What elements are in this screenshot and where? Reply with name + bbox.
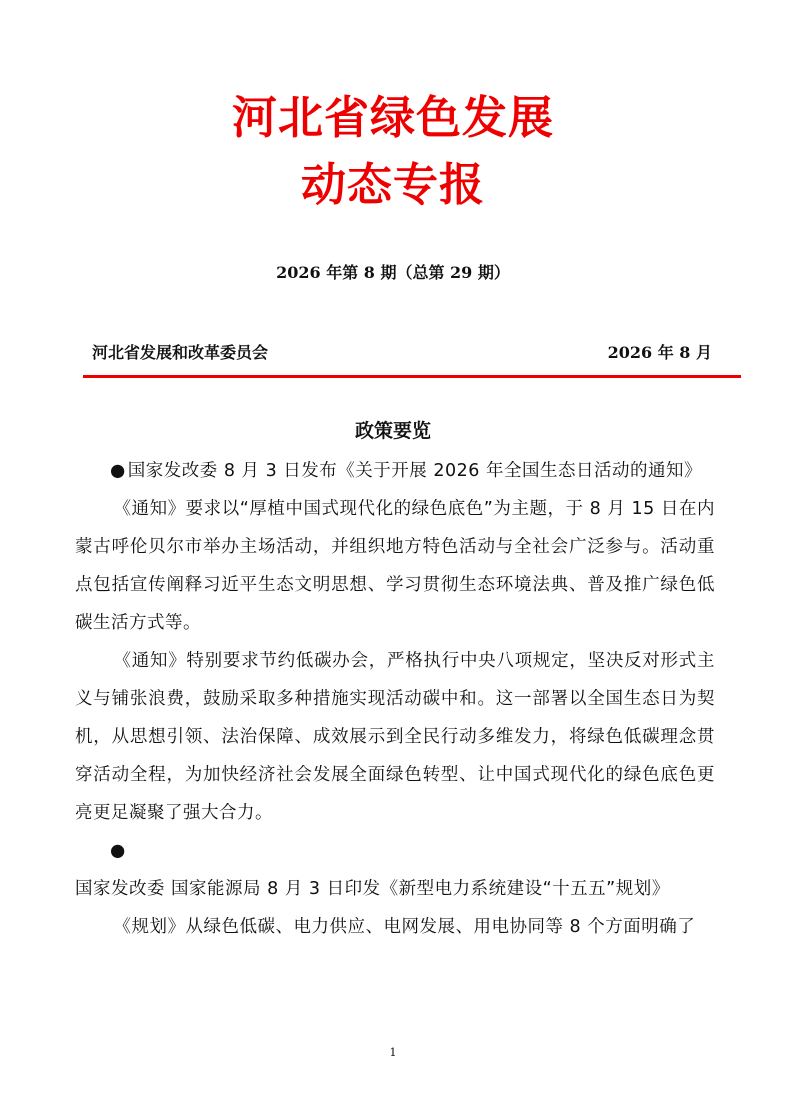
page-number: 1 xyxy=(389,1046,397,1059)
news-headline xyxy=(75,832,715,908)
headline-text: 国家发改委 8 月 3 日发布《关于开展 2026 年全国生态日活动的通知》 xyxy=(127,461,702,481)
publisher-name: 河北省发展和改革委员会 xyxy=(92,343,269,362)
publish-date: 2026 年 8 月 xyxy=(607,343,712,362)
publisher-row xyxy=(92,340,712,363)
body-paragraph: 《通知》特别要求节约低碳办会，严格执行中央八项规定，坚决反对形式主义与铺张浪费，鼓励采取多种措施实现活动碳中和。这一部署以全国生态日为契机，从思想引领、法治保障、成效展示到全民行动多维发力，将绿色低碳理念贯穿活动全程，为加快经济社会发展全面绿色转型、让中国式现代化的绿色底色更亮更足凝聚了强大合力。 xyxy=(75,651,715,823)
article-body xyxy=(75,452,715,946)
red-divider-line xyxy=(83,375,741,378)
section-heading: 政策要览 xyxy=(354,420,431,442)
body-paragraph: 《通知》要求以“厚植中国式现代化的绿色底色”为主题，于 8 月 15 日在内蒙古呼伦贝尔市举办主场活动，并组织地方特色活动与全社会广泛参与。活动重点包括宣传阐释习近平生态文明思想、学习贯彻生态环境法典、普及推广绿色低碳生活方式等。 xyxy=(75,499,715,633)
issue-number: 2026 年第 8 期（总第 29 期） xyxy=(276,263,510,282)
report-title-line-1: 河北省绿色发展 xyxy=(231,91,554,144)
body-paragraph: 《规划》从绿色低碳、电力供应、电网发展、用电协同等 8 个方面明确了 xyxy=(113,917,696,937)
headline-text: 国家发改委 国家能源局 8 月 3 日印发《新型电力系统建设“十五五”规划》 xyxy=(75,879,670,899)
bullet-dot-icon: ● xyxy=(110,461,126,481)
report-title-line-2: 动态专报 xyxy=(300,158,485,211)
news-headline xyxy=(75,452,715,490)
bullet-dot-icon: ● xyxy=(110,841,126,861)
